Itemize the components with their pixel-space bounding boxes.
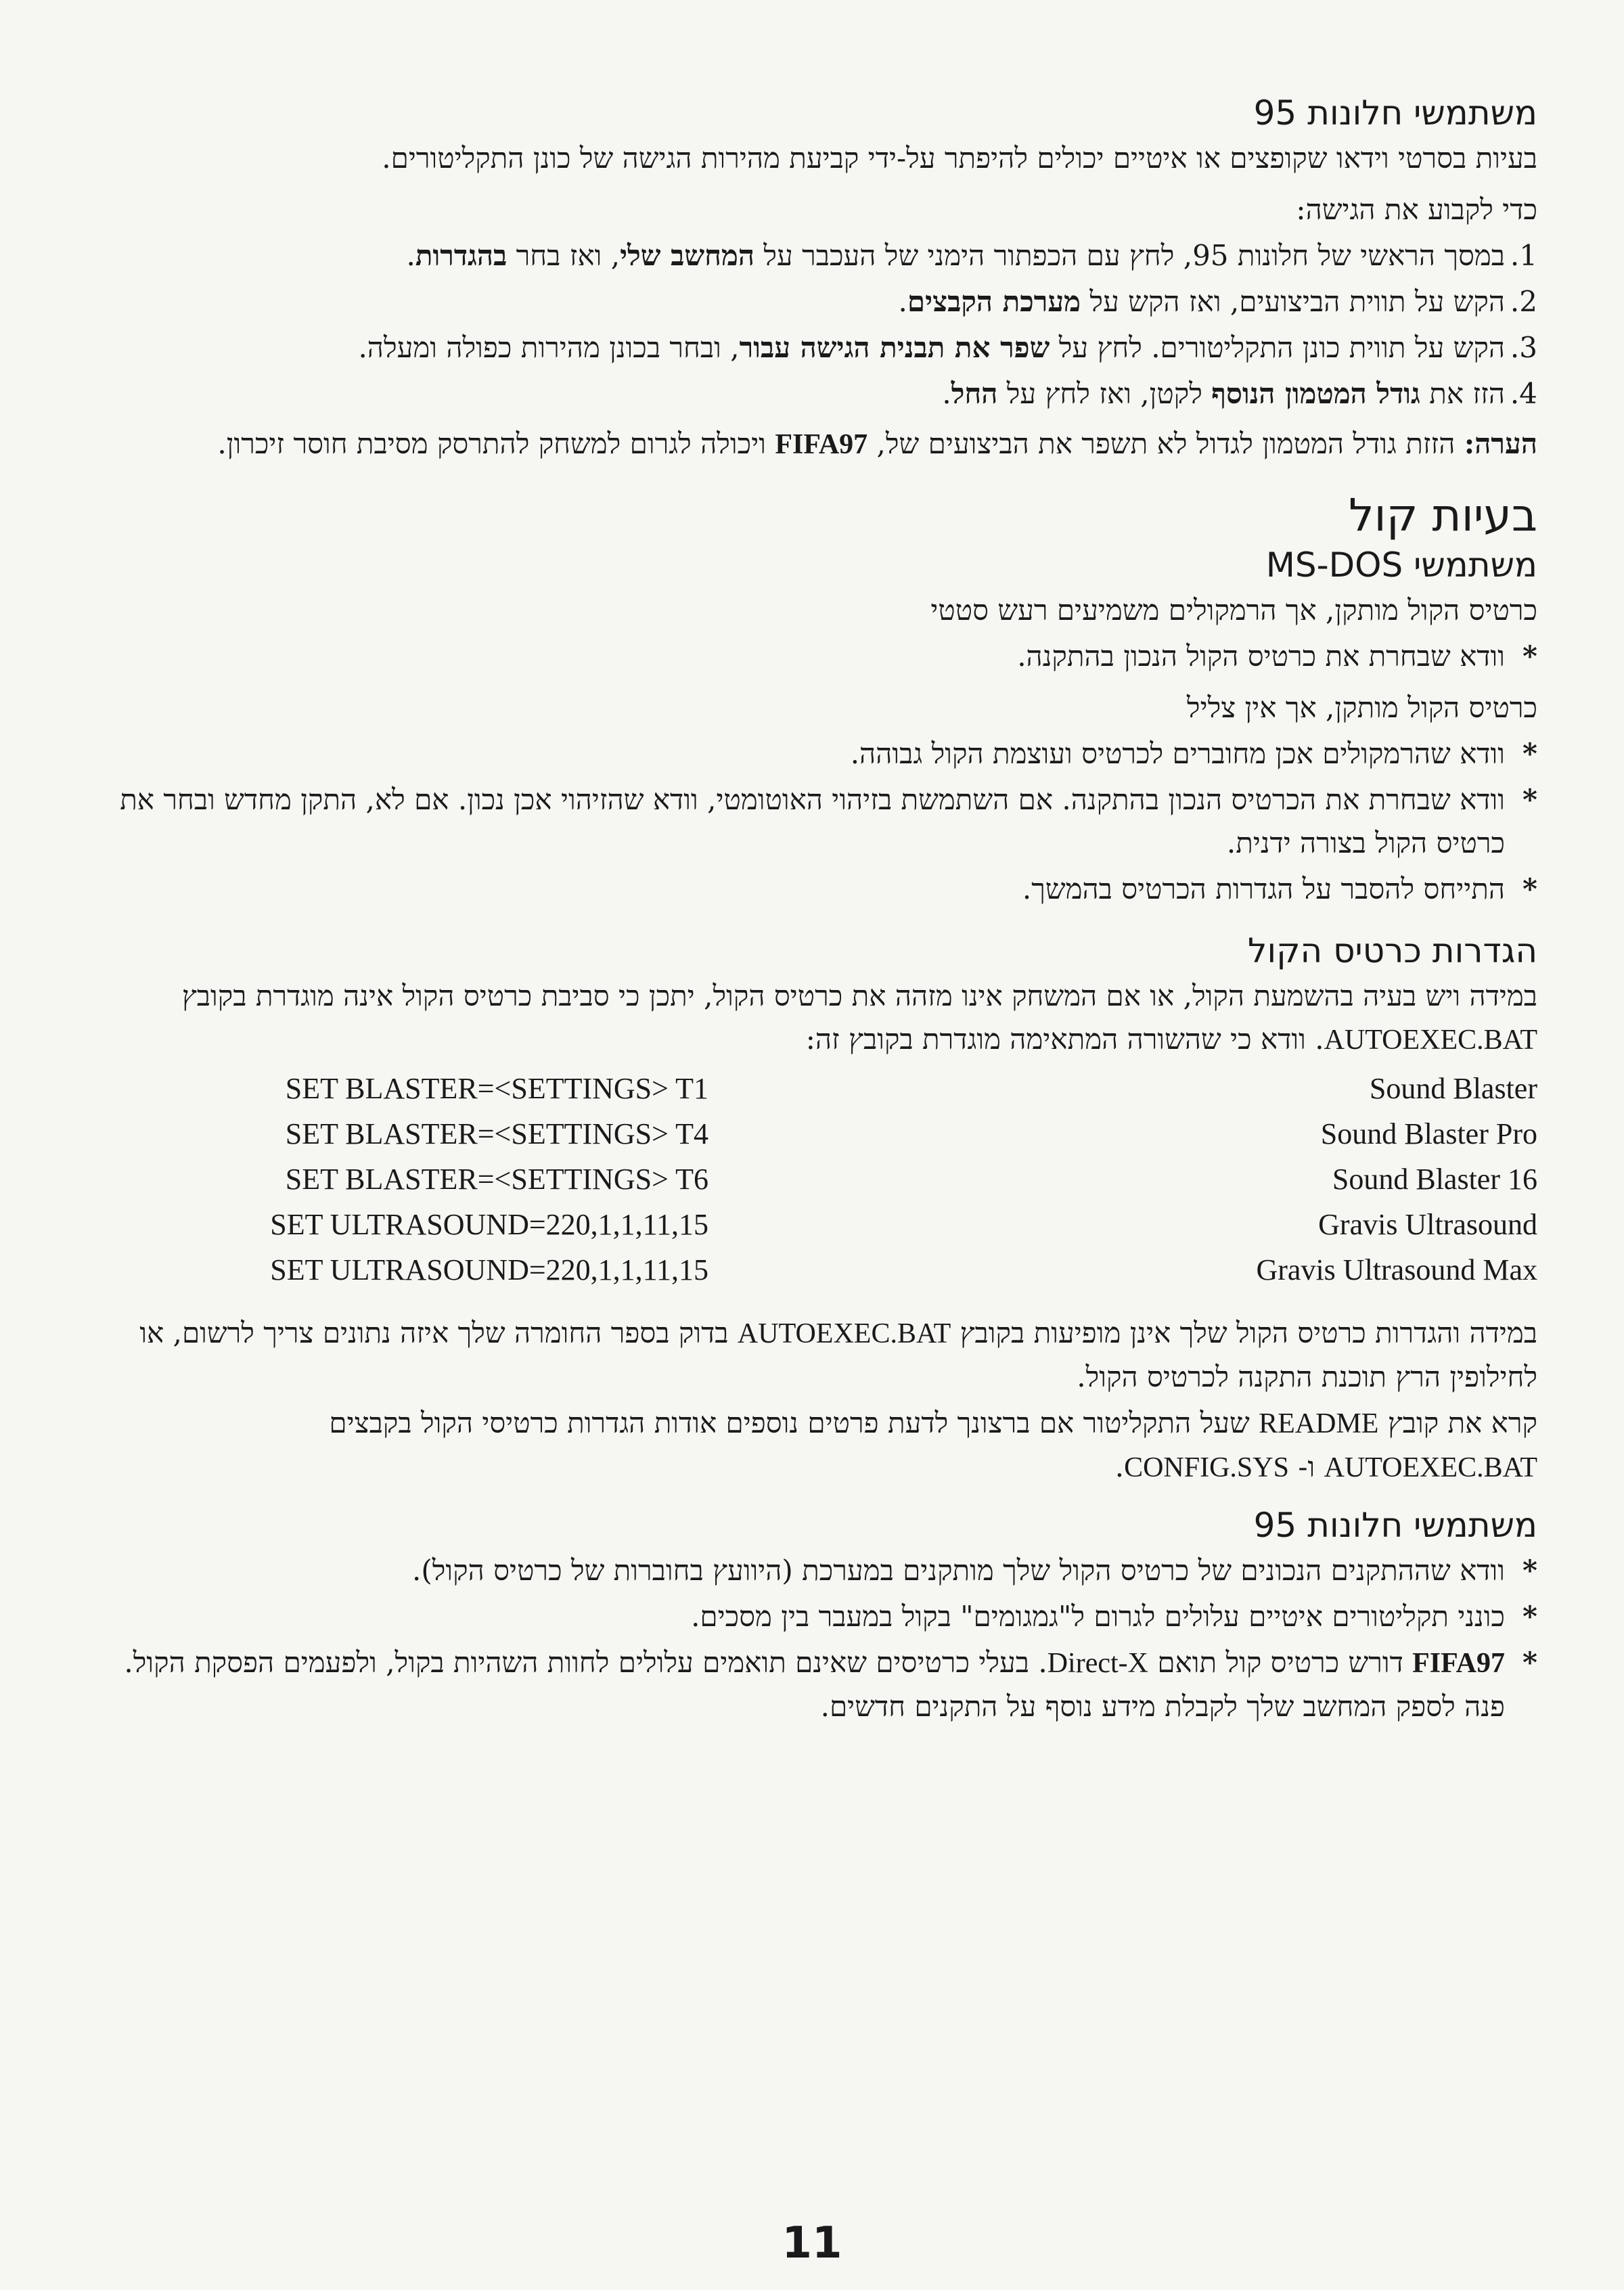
step-text: . — [898, 285, 907, 318]
table-row — [108, 1157, 1537, 1202]
note-text: ויכולה לגרום למשחק להתרסק מסיבת חוסר זיכרון. — [217, 427, 775, 460]
list-item — [108, 1641, 1537, 1728]
bullet-text: . בעלי כרטיסים שאינם תואמים עלולים לחוות השהיות בקול, ולפעמים הפסקת הקול. פנה לספק המחשב שלך לקבלת מידע נוסף על התקנים חדשים. — [124, 1646, 1505, 1723]
windows95-sound-bullets — [108, 1549, 1537, 1728]
step-text: , ואז בחר — [507, 239, 621, 272]
step-text: הזז את — [1420, 377, 1505, 410]
step-item — [108, 326, 1537, 369]
step-bold: החל — [951, 377, 998, 410]
file-name: AUTOEXEC.BAT — [737, 1318, 951, 1349]
bullet-text: וודא שהרמקולים אכן מחוברים לכרטיס ועוצמת הקול גבוהה. — [850, 737, 1505, 770]
bullet-text: כונני תקליטורים איטיים עלולים לגרום ל"גמגומים" בקול במעבר בין מסכים. — [691, 1600, 1505, 1633]
table-row — [108, 1111, 1537, 1157]
settings-paragraph-2 — [108, 1311, 1537, 1399]
section-heading-windows95-sound: משתמשי חלונות 95 — [1253, 1506, 1537, 1545]
note-paragraph — [108, 422, 1537, 466]
step-bold: שפר את תבנית הגישה עבור — [739, 331, 1050, 364]
settings-intro — [108, 974, 1537, 1062]
card-cell: Sound Blaster — [1369, 1072, 1537, 1105]
step-text: במסך הראשי של חלונות 95, לחץ עם הכפתור הימני של העכבר על — [754, 239, 1505, 272]
para-text: . — [1114, 1450, 1125, 1483]
step-number: 2. — [1510, 285, 1537, 318]
setting-cell: SET ULTRASOUND=220,1,1,11,15 — [270, 1253, 709, 1286]
file-name: AUTOEXEC.BAT — [1324, 1452, 1537, 1483]
setting-cell: SET BLASTER=<SETTINGS> T4 — [285, 1117, 709, 1150]
list-item — [108, 732, 1537, 776]
section-heading-msdos: משתמשי MS-DOS — [1265, 545, 1537, 585]
step-text: . — [942, 377, 951, 410]
bullet-star: * — [1522, 1600, 1537, 1633]
para-text: בדוק בספר החומרה שלך איזה נתונים צריך לרשום, או לחילופין הרץ תוכנת התקנה לכרטיס הקול. — [139, 1316, 1537, 1393]
table-row — [108, 1247, 1537, 1293]
section-heading-sound-card-settings: הגדרות כרטיס הקול — [1248, 931, 1537, 970]
settings-table — [108, 1066, 1537, 1293]
note-text: הזזת גודל המטמון לגדול לא תשפר את הביצועים של, — [867, 427, 1464, 460]
game-title: FIFA97 — [1412, 1648, 1505, 1679]
page-number: 11 — [782, 2218, 842, 2268]
problem2-bullets — [108, 732, 1537, 911]
card-cell: Sound Blaster Pro — [1320, 1117, 1537, 1150]
problem-static-noise: כרטיס הקול מותקן, אך הרמקולים משמיעים רעש סטטי — [930, 593, 1537, 627]
table-row — [108, 1066, 1537, 1111]
setting-cell: SET BLASTER=<SETTINGS> T1 — [285, 1072, 709, 1105]
card-cell: Gravis Ultrasound — [1318, 1208, 1537, 1241]
steps-list — [108, 234, 1537, 416]
table-row — [108, 1202, 1537, 1247]
step-text: . — [406, 239, 415, 272]
file-name: README — [1259, 1408, 1379, 1439]
para-text: ו- — [1288, 1450, 1324, 1483]
bullet-text: וודא שבחרת את הכרטיס הנכון בהתקנה. אם השתמשת בזיהוי האוטומטי, וודא שהזיהוי אכן נכון. אם לא, התקן מחדש ובחר את כרטיס הקול בצורה ידנית. — [120, 783, 1505, 859]
para-text: במידה והגדרות כרטיס הקול שלך אינן מופיעות בקובץ — [951, 1316, 1537, 1349]
para-text: קרא את קובץ — [1378, 1406, 1537, 1439]
list-item — [108, 1595, 1537, 1638]
game-title: FIFA97 — [775, 429, 868, 460]
file-name: AUTOEXEC.BAT — [1324, 1025, 1537, 1056]
bullet-star: * — [1522, 737, 1537, 770]
section-heading-sound-problems: בעיות קול — [1349, 489, 1537, 541]
card-cell: Sound Blaster 16 — [1332, 1163, 1537, 1196]
note-label: הערה: — [1464, 427, 1537, 460]
para-text: שעל התקליטור אם ברצונך לדעת פרטים נוספים אודות הגדרות כרטיסי הקול בקבצים — [329, 1406, 1259, 1439]
step-bold: בהגדרות — [415, 239, 508, 272]
step-text: לקטן, ואז לחץ על — [997, 377, 1212, 410]
step-text: הקש על תווית הביצועים, ואז הקש על — [1081, 285, 1505, 318]
bullet-text: דורש כרטיס קול תואם — [1148, 1646, 1413, 1679]
step-bold: מערכת הקבצים — [907, 285, 1081, 318]
section-heading-windows95: משתמשי חלונות 95 — [1253, 93, 1537, 133]
card-cell: Gravis Ultrasound Max — [1256, 1253, 1537, 1286]
step-text: , ובחר בכונן מהירות כפולה ומעלה. — [358, 331, 740, 364]
settings-paragraph-3 — [108, 1401, 1537, 1489]
video-intro-paragraph: בעיות בסרטי וידאו שקופצים או איטיים יכולים להיפתר על-ידי קביעת מהירות הגישה של כונן התקליטורים. — [382, 141, 1537, 175]
steps-intro: כדי לקבוע את הגישה: — [1296, 193, 1537, 226]
file-name: CONFIG.SYS — [1124, 1452, 1289, 1483]
bullet-star: * — [1522, 872, 1537, 905]
step-number: 4. — [1510, 377, 1537, 410]
step-item — [108, 372, 1537, 416]
problem1-bullets — [108, 635, 1537, 678]
bullet-star: * — [1522, 1554, 1537, 1587]
list-item — [108, 635, 1537, 678]
list-item — [108, 778, 1537, 865]
step-text: הקש על תווית כונן התקליטורים. לחץ על — [1050, 331, 1505, 364]
bullet-text: וודא שההתקנים הנכונים של כרטיס הקול שלך מותקנים במערכת (היוועץ בחוברות של כרטיס הקול). — [412, 1554, 1505, 1587]
setting-cell: SET ULTRASOUND=220,1,1,11,15 — [270, 1208, 709, 1241]
step-bold: גודל המטמון הנוסף — [1211, 377, 1420, 410]
step-number: 3. — [1510, 331, 1537, 364]
bullet-text: התייחס להסבר על הגדרות הכרטיס בהמשך. — [1022, 872, 1505, 905]
bullet-star: * — [1522, 639, 1537, 673]
setting-cell: SET BLASTER=<SETTINGS> T6 — [285, 1163, 709, 1196]
bullet-star: * — [1522, 1646, 1537, 1679]
bullet-text: וודא שבחרת את כרטיס הקול הנכון בהתקנה. — [1017, 639, 1505, 673]
step-bold: המחשב שלי — [620, 239, 755, 272]
directx-label: Direct-X — [1047, 1648, 1148, 1679]
step-item — [108, 280, 1537, 323]
step-number: 1. — [1510, 239, 1537, 272]
list-item — [108, 868, 1537, 911]
problem-no-sound: כרטיס הקול מותקן, אך אין צליל — [1186, 691, 1537, 724]
bullet-star: * — [1522, 783, 1537, 816]
step-item — [108, 234, 1537, 277]
intro-text: . וודא כי שהשורה המתאימה מוגדרת בקובץ זה: — [805, 1023, 1324, 1056]
intro-text: במידה ויש בעיה בהשמעת הקול, או אם המשחק אינו מזהה את כרטיס הקול, יתכן כי סביבת כרטיס הקול אינה מוגדרת בקובץ — [181, 979, 1537, 1012]
list-item — [108, 1549, 1537, 1592]
